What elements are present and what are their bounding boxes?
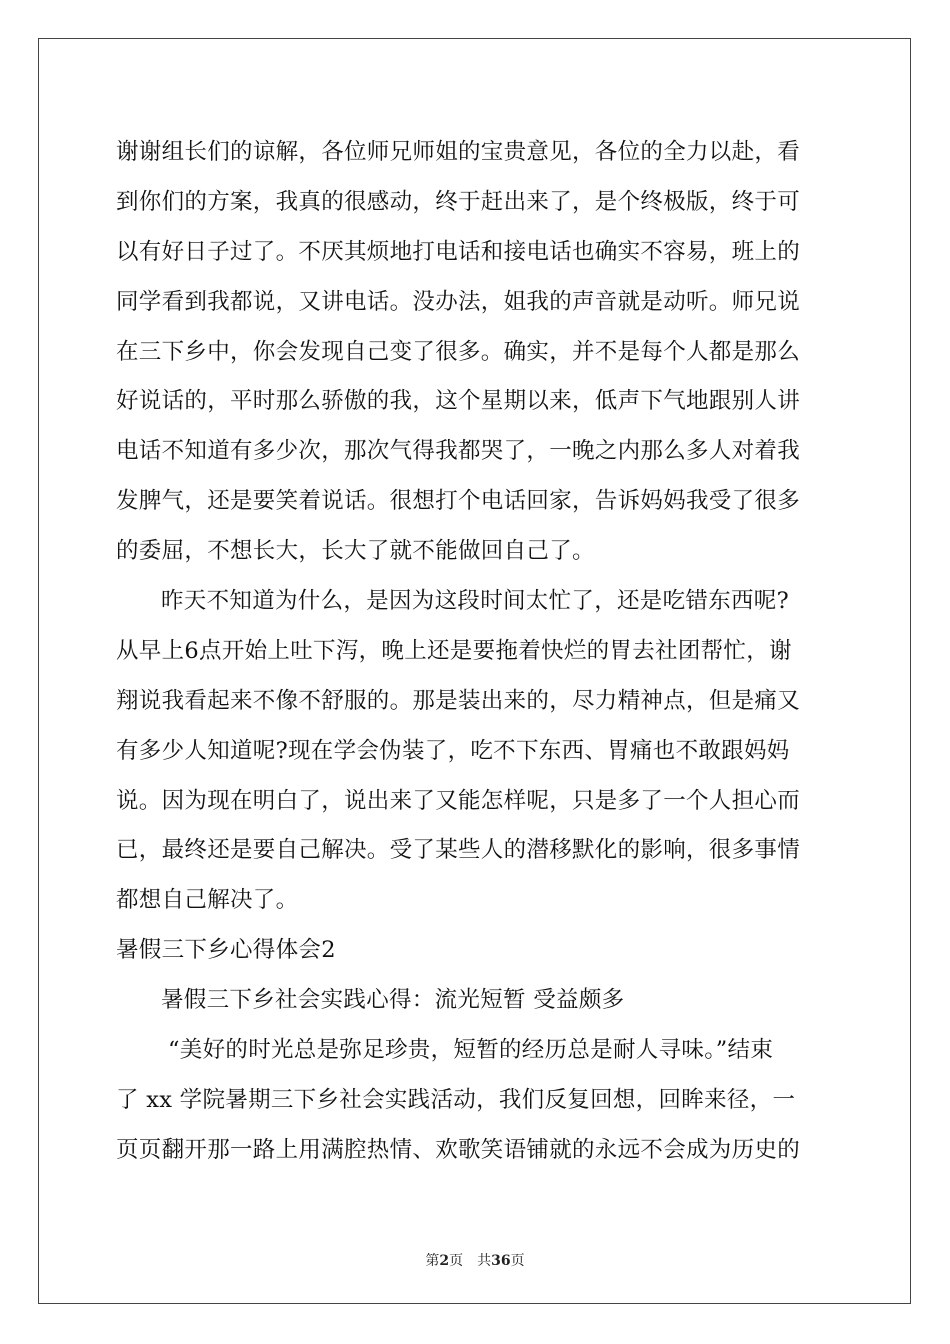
text-line: 的委屈，不想长大，长大了就不能做回自己了。 [116, 538, 595, 565]
text-line: 有多少人知道呢?现在学会伪装了，吃不下东西、胃痛也不敢跟妈妈 [116, 737, 790, 764]
text-line: 从早上6点开始上吐下泻，晚上还是要拖着快烂的胃去社团帮忙，谢 [116, 637, 792, 664]
text-line: 发脾气，还是要笑着说话。很想打个电话回家，告诉妈妈我受了很多 [116, 488, 801, 515]
text-line: 好说话的，平时那么骄傲的我，这个星期以来，低声下气地跟别人讲 [116, 388, 801, 415]
page-footer [0, 1250, 950, 1270]
text-line: 说。因为现在明白了，说出来了又能怎样呢，只是多了一个人担心而 [116, 787, 801, 814]
text-line: 以有好日子过了。不厌其烦地打电话和接电话也确实不容易，班上的 [116, 238, 801, 265]
page-current: 2 [439, 1253, 450, 1269]
document-body [116, 128, 836, 1176]
text-line: 翔说我看起来不像不舒服的。那是装出来的，尽力精神点，但是痛又 [116, 687, 801, 714]
text-line: 页页翻开那一路上用满腔热情、欢歌笑语铺就的永远不会成为历史的 [116, 1136, 801, 1163]
text-line: 到你们的方案，我真的很感动，终于赶出来了，是个终极版，终于可 [116, 188, 801, 215]
text-line: 都想自己解决了。 [116, 887, 299, 914]
paragraph-start-line: 昨天不知道为什么，是因为这段时间太忙了，还是吃错东西呢? [161, 588, 789, 615]
paragraph-start-line: “美好的时光总是弥足珍贵，短暂的经历总是耐人寻味。”结束 [168, 1037, 774, 1064]
text-line: 已，最终还是要自己解决。受了某些人的潜移默化的影响，很多事情 [116, 837, 801, 864]
text-line: 了 xx 学院暑期三下乡社会实践活动，我们反复回想，回眸来径，一 [116, 1086, 796, 1113]
text-line: 电话不知道有多少次，那次气得我都哭了，一晚之内那么多人对着我 [116, 438, 801, 465]
page-label-suffix: 页 [510, 1253, 525, 1269]
page-label-mid: 页 共 [449, 1253, 492, 1269]
text-line: 谢谢组长们的谅解，各位师兄师姐的宝贵意见，各位的全力以赴，看 [116, 139, 801, 165]
text-line: 同学看到我都说，又讲电话。没办法，姐我的声音就是动听。师兄说 [116, 288, 801, 315]
page-label-prefix: 第 [425, 1253, 440, 1269]
text-line: 在三下乡中，你会发现自己变了很多。确实，并不是每个人都是那么 [116, 338, 801, 365]
subtitle-line: 暑假三下乡社会实践心得：流光短暂 受益颇多 [161, 987, 625, 1014]
section-heading: 暑假三下乡心得体会2 [116, 937, 336, 964]
page-total: 36 [491, 1253, 511, 1269]
